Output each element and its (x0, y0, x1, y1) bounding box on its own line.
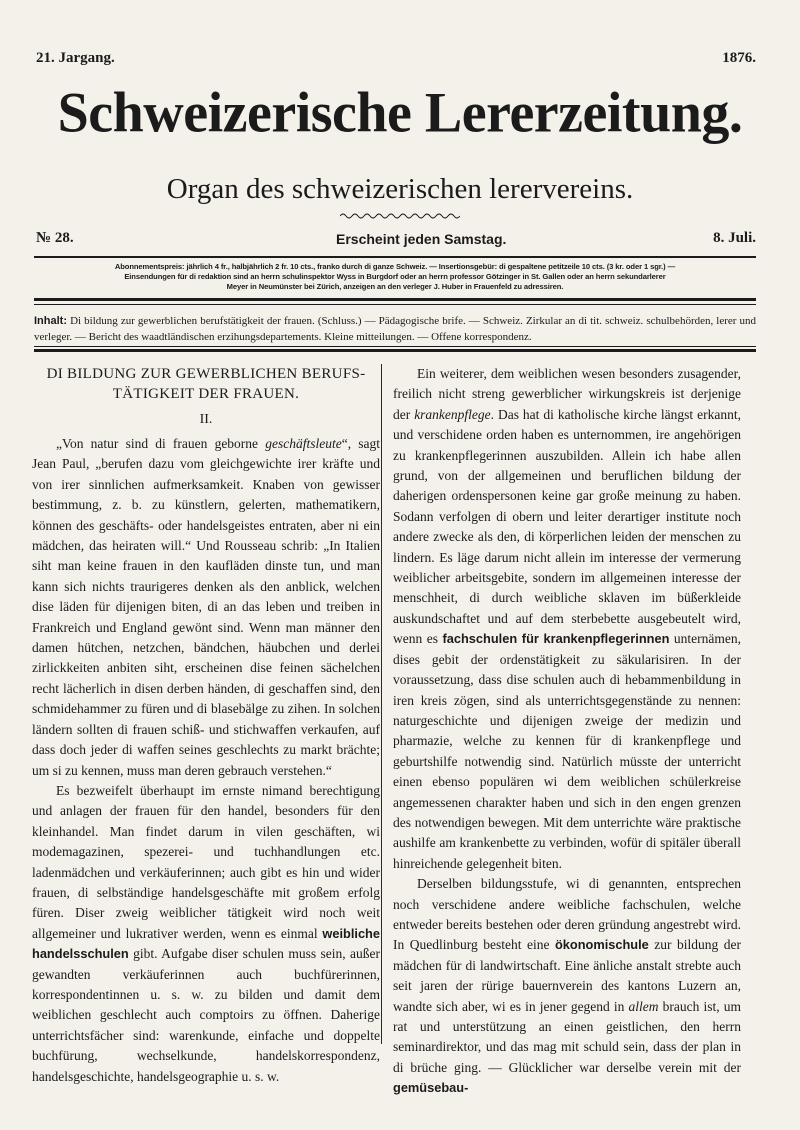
pricing-line-1: Abonnementspreis: jährlich 4 fr., halbjährlich 2 fr. 10 cts., franko durch di ganze Schweiz. — Insertionsgebür: di gespaltene petitzeile 10 cts. (3 kr. oder 1 sgr.) — (114, 262, 676, 271)
issue-number: № 28. (36, 230, 74, 246)
contents-label: Inhalt: (34, 315, 67, 327)
contents-text: Di bildung zur gewerblichen berufstätigkeit der frauen. (Schluss.) — Pädagogische brife. — Schweiz. Zirkular an di tit. schweiz. schulbehörden, lerer und verleger. — Bericht des waadtländischen erzihungsdepartements. Kleine mitteilungen. — Offene korrespondenz. (34, 315, 757, 343)
frequency-label: Erscheint jeden Samstag. (336, 231, 507, 247)
year-label: 1876. (722, 50, 756, 66)
issue-date: 8. Juli. (713, 230, 756, 246)
paragraph: Ein weiterer, dem weiblichen wesen besonders zusagender, freilich nicht streng gewerblicher wirkungskreis ist derjenige der krankenpflege. Das hat di katholische kirche längst erkannt, und verschidene orden haben es unternommen, ire angehörigen zu krankenpflegerinnen auszubilden. Allein ich habe allen grund, von der allgemeinen und beruflichen bildung der daherigen ordenspersonen keine gar große meinung zu haben. Sodann verfolgen di obern und leiter derartiger institute noch andere zwecke als den, di körperlichen leiden der menschen zu lindern. Es läge darum nicht allein im interesse der vermerung weiblicher arbeitsgebite, sondern im allgemeinen interesse der menschheit, di durch weibliche sklaven im büßerkleide auskundschaftet und auf dem sterbebette ausgebeutelt wird, wenn es fachschulen für krankenpflegerinnen unternämen, dises gebit der ordenstätigkeit zu säkularisiren. In der voraussetzung, dass dise schulen auch di hebammenbildung in iren kreis zögen, sind als unterrichtsgegenstände zu nennen: naturgeschichte und dijenigen zweige der medizin und pharmazie, welche zu kennen für di krankenpflege und geburtshilfe notwendig sind. Natürlich müsste der unterricht einen ebenso populären wi dem weiblichen schülerkreise angemessenen charakter haben und sich in den engen grenzen des notwendigen bewegen. Mit dem unterrichte wäre praktische aushilfe am krankenbette zu verbinden, wofür di spitäler überall hinreichende gelegenheit biten. (393, 366, 741, 871)
rule-pricing-bottom (34, 298, 756, 301)
pricing-line-2: Einsendungen für di redaktion sind an herrn schulinspektor Wyss in Burgdorf oder an herrn professor Götzinger in St. Gallen oder an herrn sekundarlerer (124, 272, 666, 281)
article-column-right (393, 364, 741, 1099)
table-of-contents (34, 313, 756, 345)
subscription-info (34, 262, 756, 292)
masthead-subtitle: Organ des schweizerischen lerervereins. (166, 173, 634, 205)
paragraph: „Von natur sind di frauen geborne geschäftsleute“, sagt Jean Paul, „berufen dazu vom gleichgewichte irer kräfte und von irer sinnlichen aufmerksamkeit. Knaben von gewisser bestimmung, z. b. zu künstlern, gelerten, mathematikern, können des geschäfts- oder handelsgeistes entraten, aber ni ein mädchen, das heiraten will.“ Und Rousseau schrib: „In Italien siht man keine frauen in den kaufläden dinste tun, und man kann sich nichts traurigeres denken als den anblick, welchen dise läden für dijenigen biten, di an das leben und treiben in Frankreich und England gewönt sind. Wenn man männer den damen hütchen, netzchen, bändchen, häubchen und derlei zirlickkeiten anbiten siht, erscheinen dise feinen sächelchen recht lächerlich in disen derben händen, di geschaffen sind, den schmidehammer zu füren und di blasebälge zu zihen. In solchen ländern sollten di frauen schiß- und stichwaffen verkaufen, auf dass doch jeder di waffen seines geschlechts zu markt brächte; um si zu kennen, muss man deren gebrauch verstehen.“ (32, 436, 380, 778)
article-title: DI BILDUNG ZUR GEWERBLICHEN BERUFS-TÄTIGKEIT DER FRAUEN. (46, 366, 366, 402)
paragraph: Derselben bildungsstufe, wi di genannten, entsprechen noch verschidene andere weibliche fachschulen, welche entweder bereits bestehen oder deren gründung angestrebt wird. In Quedlinburg besteht eine ökonomischule zur bildung der mädchen für di landwirtschaft. Eine änliche anstalt strebte auch seit jaren der rürige bauernverein des kantons Luzern an, wandte sich aber, wi es in jener gegend in allem brauch ist, um rat und unterstützung an einen geistlichen, den herrn seminardirektor, und das mag mit schuld sein, dass der plan in di brüche ging. — Glücklicher war derselbe verein mit der gemüsebau- (393, 876, 741, 1096)
rule-contents-thin (34, 346, 756, 347)
rule-contents-thick (34, 349, 756, 352)
pricing-line-3: Meyer in Neumünster bei Zürich, anzeigen an den verleger J. Huber in Frauenfeld zu adressiren. (226, 282, 564, 291)
article-section: II. (199, 412, 213, 427)
masthead-title: Schweizerische Lererzeitung. (57, 81, 743, 145)
paragraph: Es bezweifelt überhaupt im ernste nimand berechtigung und anlagen der frauen für den handel, besonders für den kleinhandel. Man findet darum in vilen geschäften, wi modemagazinen, spezerei- und tuchhandlungen etc. ladenmädchen und verkäuferinnen; auch gibt es hin und wider frauen, di selbständige handelsgeschäfte mit großem erfolg füren. Diser zweig weiblicher tätigkeit wird noch weit allgemeiner und lukrativer werden, wenn es einmal weibliche handelsschulen gibt. Aufgabe diser schulen muss sein, außer gewandten verkäuferinnen auch buchfürerinnen, korrespondentinnen u. s. w. zu bilden und damit dem weiblichen geschlecht auch comptoirs zu öffnen. Daherige unterrichtsfächer sind: warenkunde, einfache und doppelte buchfürung, wechselkunde, handelskorrespondenz, handelsgeschichte, handelsgeographie u. s. w. (32, 782, 380, 1084)
volume-label: 21. Jargang. (36, 50, 115, 66)
article-column-left (32, 364, 380, 1087)
rule-top (34, 256, 756, 258)
issue-bar (36, 230, 756, 252)
column-divider (381, 364, 382, 1044)
rule-pricing-bottom-thin (34, 304, 756, 305)
top-meta-bar (36, 50, 756, 70)
wavy-ornament (340, 212, 460, 220)
